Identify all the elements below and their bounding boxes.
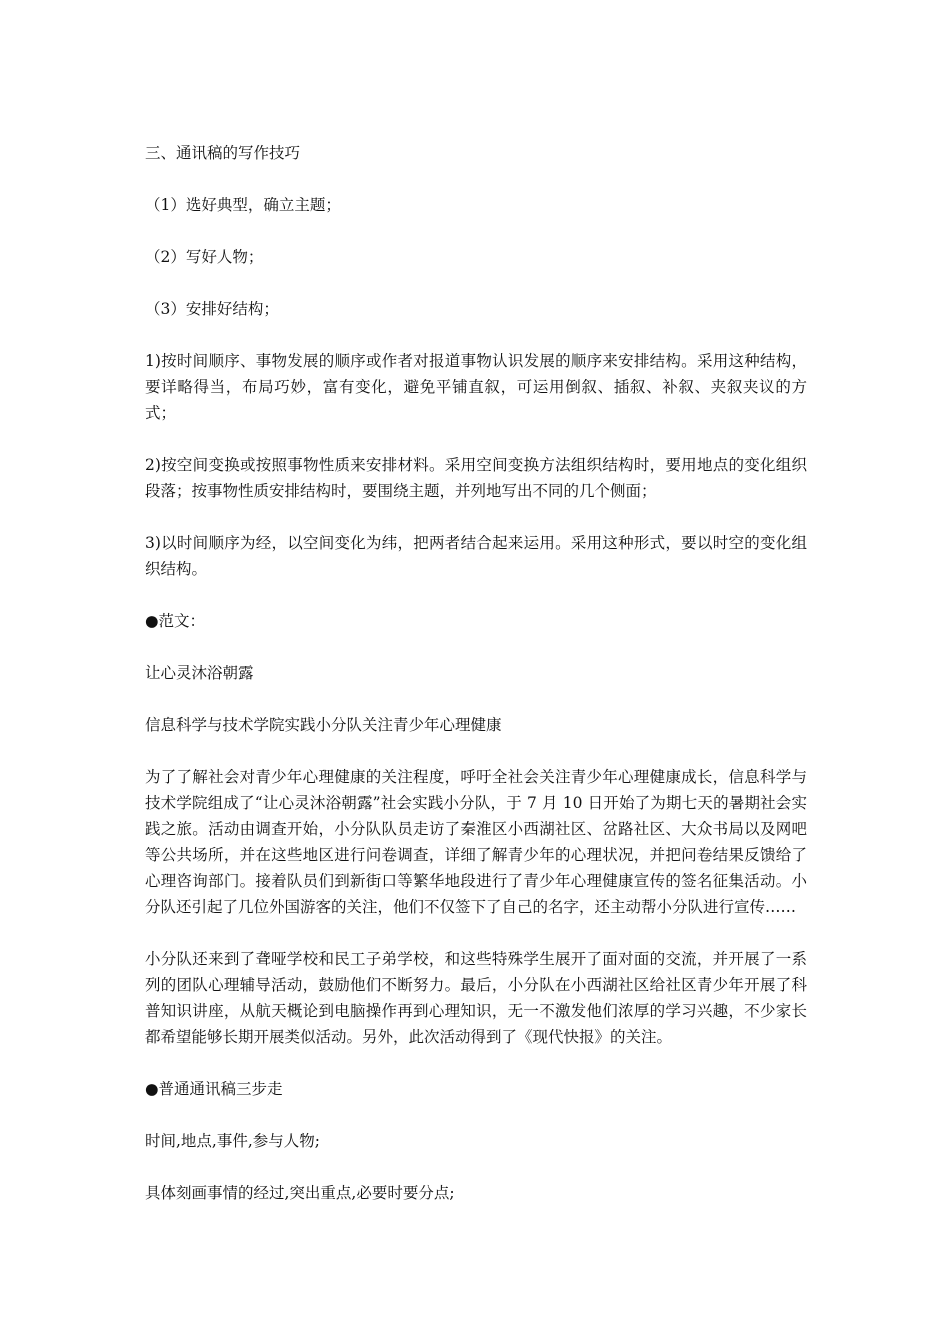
example-title: 让心灵沐浴朝露 — [145, 664, 254, 682]
list-item-1: （1）选好典型，确立主题； — [145, 196, 341, 214]
steps-heading: ●普通通讯稿三步走 — [145, 1080, 283, 1098]
step-1: 时间,地点,事件,参与人物; — [145, 1132, 321, 1150]
list-item-2: （2）写好人物； — [145, 248, 264, 266]
document-page — [145, 140, 807, 1232]
example-body-2: 小分队还来到了聋哑学校和民工子弟学校，和这些特殊学生展开了面对面的交流，并开展了一系列的团队心理辅导活动，鼓励他们不断努力。最后，小分队在小西湖社区给社区青少年开展了科普知识讲座，从航天概论到电脑操作再到心理知识，无一不激发他们浓厚的学习兴趣，不少家长都希望能够长期开展类似活动。另外，此次活动得到了《现代快报》的关注。 — [145, 950, 807, 1046]
example-heading: ●范文： — [145, 612, 206, 630]
list-item-3: （3）安排好结构； — [145, 300, 279, 318]
structure-method-1: 1)按时间顺序、事物发展的顺序或作者对报道事物认识发展的顺序来安排结构。采用这种结构，要详略得当，布局巧妙，富有变化，避免平铺直叙，可运用倒叙、插叙、补叙、夹叙夹议的方式； — [145, 352, 807, 422]
structure-method-3: 3)以时间顺序为经，以空间变化为纬，把两者结合起来运用。采用这种形式，要以时空的变化组织结构。 — [145, 534, 807, 578]
structure-method-2: 2)按空间变换或按照事物性质来安排材料。采用空间变换方法组织结构时，要用地点的变化组织段落；按事物性质安排结构时，要围绕主题，并列地写出不同的几个侧面； — [145, 456, 807, 500]
example-subtitle: 信息科学与技术学院实践小分队关注青少年心理健康 — [145, 716, 502, 734]
example-body-1: 为了了解社会对青少年心理健康的关注程度，呼吁全社会关注青少年心理健康成长，信息科学与技术学院组成了“让心灵沐浴朝露”社会实践小分队，于 7 月 10 日开始了为期七天的暑期社会实践之旅。活动由调查开始，小分队队员走访了秦淮区小西湖社区、岔路社区、大众书局以及网吧等公共场所，并在这些地区进行问卷调查，详细了解青少年的心理状况，并把问卷结果反馈给了心理咨询部门。接着队员们到新街口等繁华地段进行了青少年心理健康宣传的签名征集活动。小分队还引起了几位外国游客的关注，他们不仅签下了自己的名字，还主动帮小分队进行宣传…… — [145, 768, 807, 916]
step-2: 具体刻画事情的经过,突出重点,必要时要分点; — [145, 1184, 455, 1202]
section-heading: 三、通讯稿的写作技巧 — [145, 144, 301, 162]
